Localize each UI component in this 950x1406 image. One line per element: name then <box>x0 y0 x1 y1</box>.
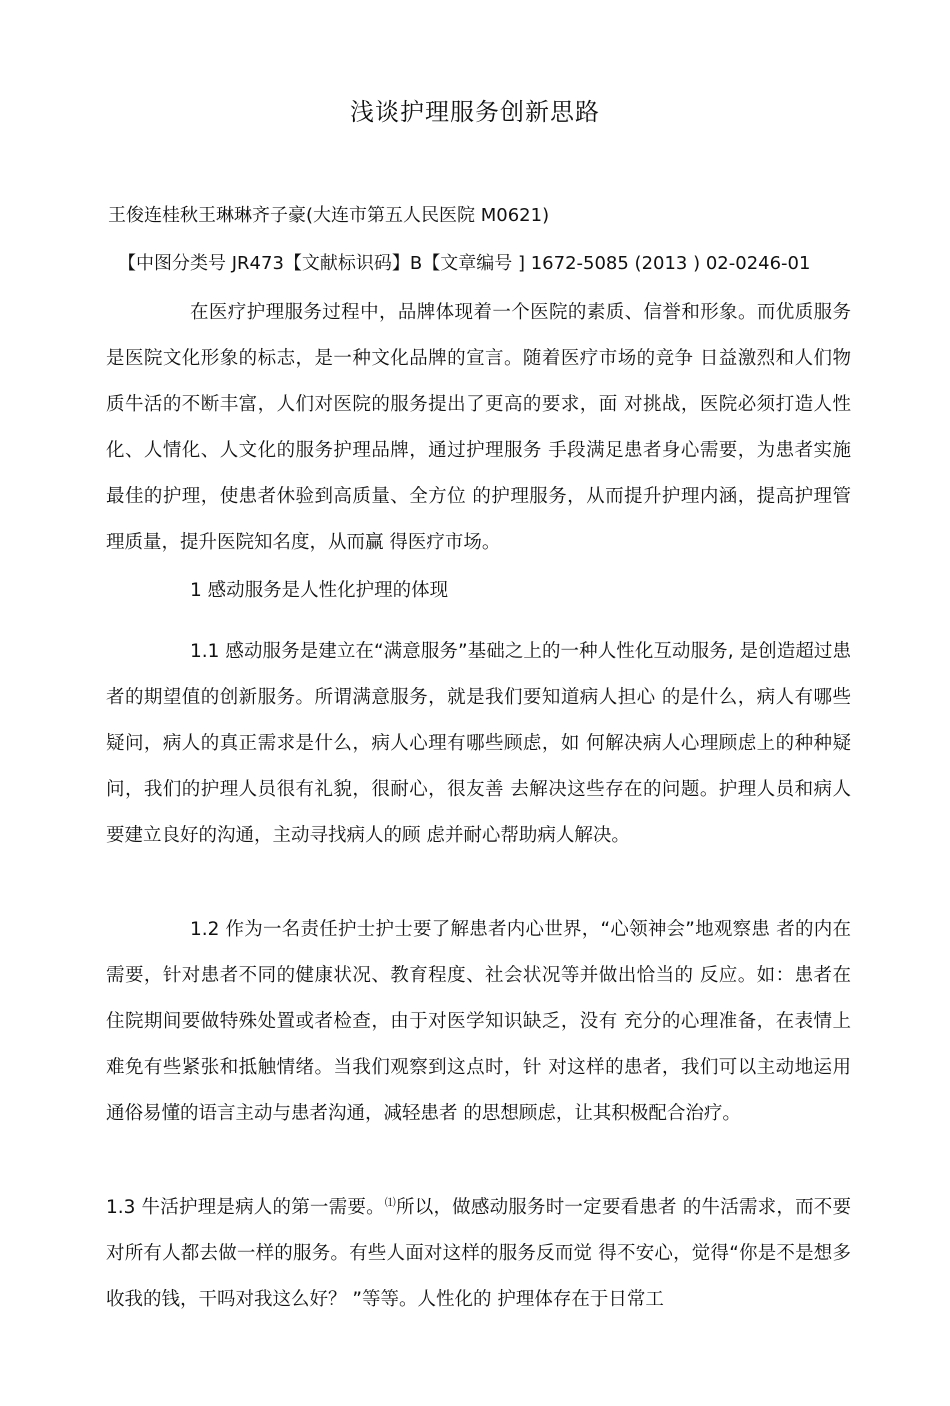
reference-marker: ⑴ <box>384 1195 397 1209</box>
section-heading-1: 1 感动服务是人性化护理的体现 <box>190 580 449 601</box>
document-title: 浅谈护理服务创新思路 <box>350 98 600 126</box>
paragraph-1-1: 1.1 感动服务是建立在“满意服务”基础之上的一种人性化互动服务, 是创造超过患者的期望值的创新服务。所谓满意服务，就是我们要知道病人担心 的是什么，病人有哪些疑问，病人的真正需求是什么，病人心理有哪些顾虑，如 何解决病人心理顾虑上的种种疑问，我们的护理人员很有礼貌，很耐心，很友善 去解决这些存在的问题。护理人员和病人要建立良好的沟通，主动寻找病人的顾 虑并耐心帮助病人解决。 <box>106 641 851 846</box>
paragraph-1-3-lead: 1.3 牛活护理是病人的第一需要。 <box>106 1197 385 1218</box>
paragraph-1-3-rest: 所以，做感动服务时一定要看患者 的牛活需求，而不要对所有人都去做一样的服务。有些人面对这样的服务反而觉 得不安心，觉得“你是不是想多收我的钱，干吗对我这么好？ ”等等。人性化的 护理体存在于日常工 <box>106 1197 852 1310</box>
paragraph-1-3 <box>106 1185 851 1323</box>
paragraph-1-2: 1.2 作为一名责任护士护士要了解患者内心世界，“心领神会”地观察患 者的内在需要，针对患者不同的健康状况、教育程度、社会状况等并做出恰当的 反应。如：患者在住院期间要做特殊处置或者检查，由于对医学知识缺乏，没有 充分的心理准备，在表情上难免有些紧张和抵触情绪。当我们观察到这点时，针 对这样的患者，我们可以主动地运用通俗易懂的语言主动与患者沟通，减轻患者 的思想顾虑，让其积极配合治疗。 <box>106 919 851 1124</box>
classification-line: 【中图分类号 JR473【文献标识码】B【文章编号 ] 1672-5085 (2013 ) 02-0246-01 <box>118 253 811 274</box>
author-line: 王俊连桂秋王琳琳齐子豪(大连市第五人民医院 M0621) <box>108 205 550 226</box>
intro-paragraph: 在医疗护理服务过程中，品牌体现着一个医院的素质、信誉和形象。而优质服务是医院文化形象的标志，是一种文化品牌的宣言。随着医疗市场的竞争 日益激烈和人们物质牛活的不断丰富，人们对医院的服务提出了更高的要求，面 对挑战，医院必须打造人性化、人情化、人文化的服务护理品牌，通过护理服务 手段满足患者身心需要，为患者实施最佳的护理，使患者休验到高质量、全方位 的护理服务，从而提升护理内涵，提高护理管理质量，提升医院知名度，从而赢 得医疗市场。 <box>106 302 851 553</box>
